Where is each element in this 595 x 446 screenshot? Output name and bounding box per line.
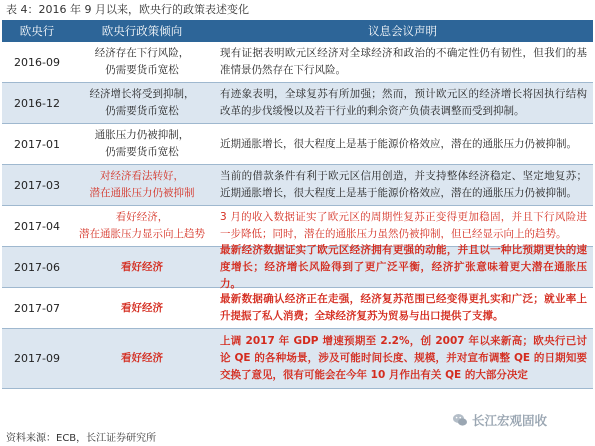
row-policy-stance: 经济增长将受到抑制， 仍需要货币宽松 (89, 88, 195, 117)
header-policy-stance: 欧央行政策倾向 (101, 24, 183, 38)
table-row (2, 165, 593, 206)
table-row (2, 83, 593, 124)
source-note: 资料来源：ECB，长江证券研究所 (6, 433, 157, 444)
policy-table (2, 20, 593, 389)
row-date: 2016-09 (14, 55, 60, 69)
row-policy-stance: 对经济看法转好， 潜在通胀压力仍被抑制 (89, 170, 195, 199)
row-date: 2017-09 (14, 352, 60, 365)
watermark (448, 409, 551, 431)
row-statement: 最新数据确认经济正在走强，经济复苏范围已经变得更扎实和广泛；就业率上升提振了私人消费；全球经济复苏为贸易与出口提供了支撑。 (220, 293, 587, 322)
row-policy-stance: 看好经济 (121, 352, 163, 364)
row-statement: 最新经济数据证实了欧元区经济拥有更强的动能，并且以一种比预期更快的速度增长；经济增长风险得到了更广泛平衡，经济扩张意味着更大潜在通胀压力。 (220, 243, 587, 290)
row-statement: 现有证据表明欧元区经济对全球经济和政治的不确定性仍有韧性，但我们的基准情景仍然存在下行风险。 (220, 47, 587, 76)
table-row (2, 243, 593, 290)
row-date: 2017-01 (14, 137, 60, 151)
watermark-text: 长江宏观固收 (472, 413, 548, 428)
wechat-logo-icon (452, 412, 468, 428)
row-policy-stance: 看好经济 (121, 301, 163, 314)
table-row (2, 329, 593, 389)
row-date: 2017-07 (14, 301, 60, 315)
table-row (2, 124, 593, 165)
row-policy-stance: 通胀压力仍被抑制， 仍需要货币宽松 (94, 129, 190, 158)
header-meeting-statement: 议息会议声明 (368, 24, 437, 38)
row-statement: 上调 2017 年 GDP 增速预期至 2.2%，创 2007 年以来新高；欧央行已讨论 QE 的各种场景，涉及可能时间长度、规模，并对宣布调整 QE 的日期知要交换了意见，很有可能会在今年 10 月作出有关 QE 的大部分决定 (220, 335, 587, 381)
row-date: 2017-04 (14, 219, 60, 233)
table-row (2, 288, 593, 329)
row-statement: 当前的借款条件有利于欧元区信用创造，并支持整体经济稳定、坚定地复苏；近期通胀增长，很大程度上是基于能源价格效应，潜在的通胀压力仍被抑制。 (220, 170, 587, 199)
row-date: 2017-06 (14, 260, 60, 274)
row-statement: 有迹象表明，全球复苏有所加强；然而，预计欧元区的经济增长将因执行结构改革的步伐缓慢以及若干行业的剩余资产负债表调整而受到抑制。 (220, 88, 587, 117)
row-date: 2016-12 (14, 96, 60, 110)
row-date: 2017-03 (14, 178, 60, 192)
table-row (2, 42, 593, 83)
table-header (2, 20, 593, 42)
row-policy-stance: 经济存在下行风险， 仍需要货币宽松 (94, 47, 190, 76)
row-policy-stance: 看好经济， 潜在通胀压力显示向上趋势 (79, 211, 205, 240)
table-body (2, 42, 593, 389)
table-caption: 表 4：2016 年 9 月以来，欧央行的政策表述变化 (6, 3, 249, 16)
row-policy-stance: 看好经济 (121, 260, 163, 273)
row-statement: 近期通胀增长，很大程度上是基于能源价格效应，潜在的通胀压力仍被抑制。 (220, 137, 577, 150)
row-statement: 3 月的收入数据证实了欧元区的周期性复苏正变得更加稳固，并且下行风险进一步降低；同时，潜在的通胀压力虽然仍被抑制，但已经显示向上的趋势。 (220, 211, 587, 240)
header-ecb: 欧央行 (19, 24, 55, 38)
